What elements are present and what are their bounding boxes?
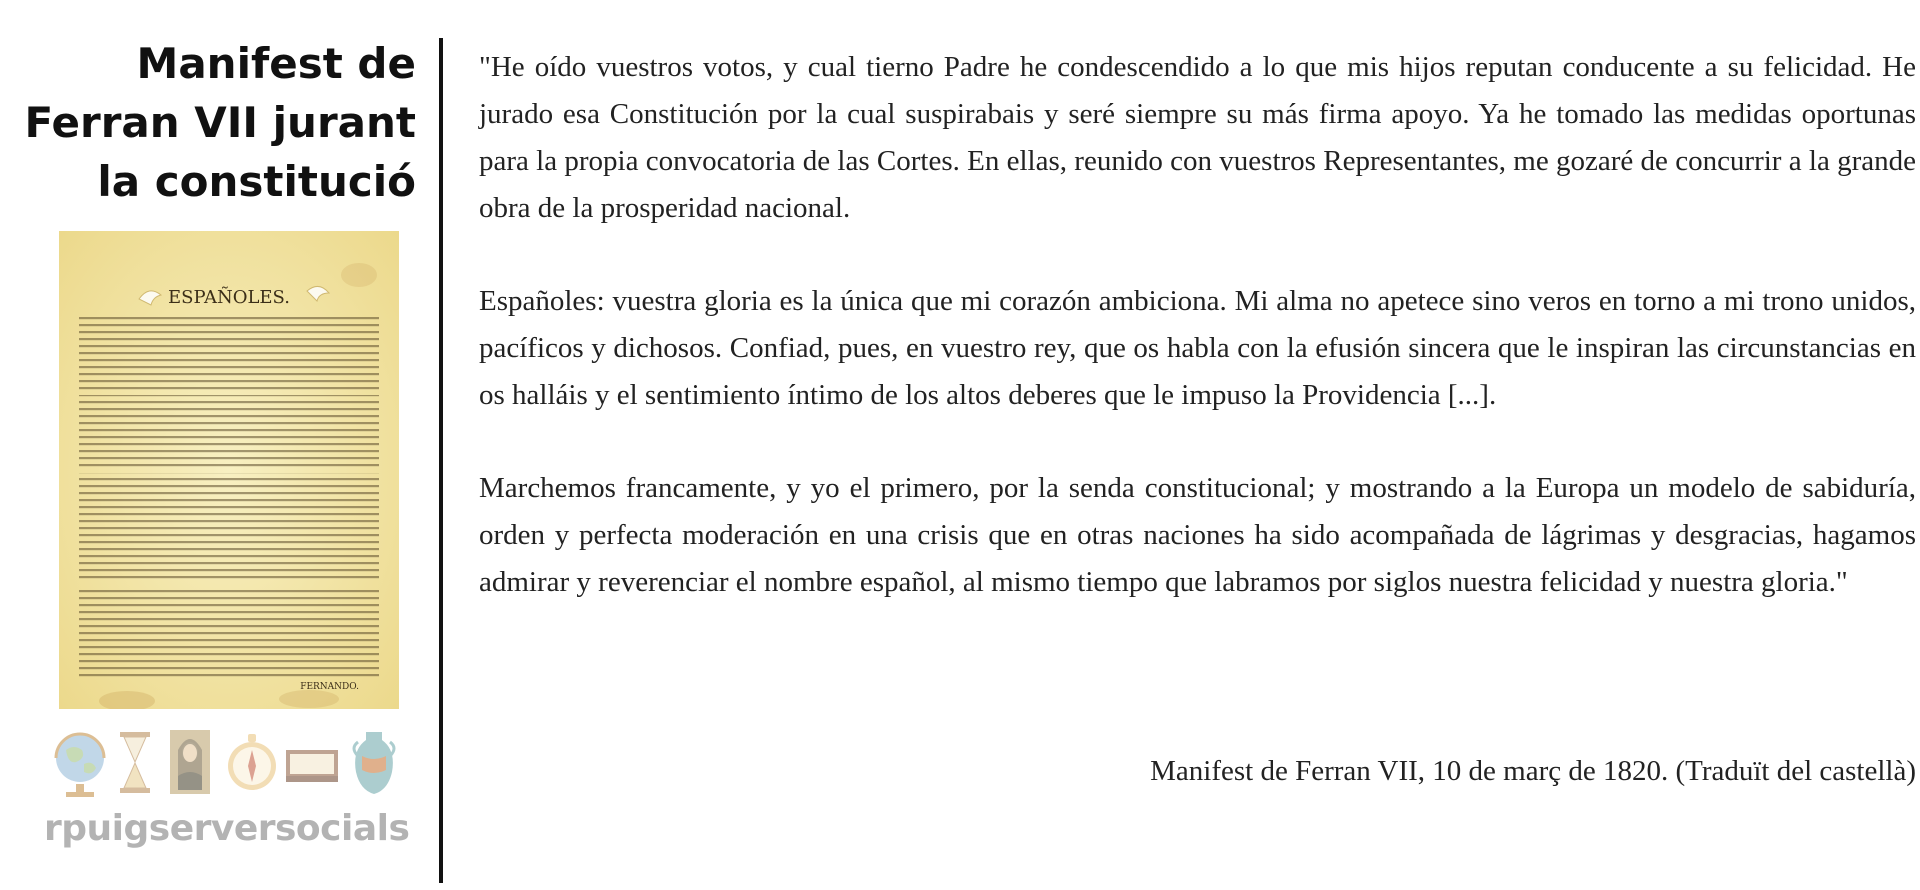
title-line-2: Ferran VII jurant (24, 98, 416, 147)
brand-name: rpuigserversocials (44, 808, 410, 849)
page-title (0, 34, 416, 211)
quote-text (479, 44, 1916, 652)
hourglass-icon (120, 732, 150, 793)
compass-icon (228, 734, 276, 790)
quote-paragraph-1: "He oído vuestros votos, y cual tierno Padre he condescendido a lo que mis hijos reputan conducente a su felicidad. He jurado esa Constitución por la cual suspirabais y seré siempre su más firma apoyo. Ya he tomado las medidas oportunas para la propia convocatoria de las Cortes. En ellas, reunido con vuestros Representantes, me gozaré de concurrir a la grande obra de la prosperidad nacional. (479, 51, 1916, 224)
icons-row (48, 728, 418, 800)
amphora-icon (354, 732, 394, 794)
document-signature: FERNANDO. (300, 682, 359, 692)
quote-source: Manifest de Ferran VII, 10 de març de 1820. (Traduït del castellà) (1150, 755, 1916, 787)
sidebar (0, 0, 436, 890)
title-line-1: Manifest de (136, 39, 416, 88)
book-icon (286, 750, 338, 782)
vertical-divider (439, 38, 443, 883)
mona-lisa-icon (170, 730, 210, 794)
quote-paragraph-2: Españoles: vuestra gloria es la única que mi corazón ambiciona. Mi alma no apetece sino veros en torno a mi trono unidos, pacíficos y dichosos. Confiad, pues, en vuestro rey, que os habla con la efusión sincera que le inspiran las circunstancias en os halláis y el sentimiento íntimo de los altos deberes que le impuso la Providencia [...]. (479, 285, 1916, 411)
globe-icon (56, 734, 104, 797)
quote-paragraph-3: Marchemos francamente, y yo el primero, por la senda constitucional; y mostrando a la Europa un modelo de sabiduría, orden y perfecta moderación en una crisis que en otras naciones ha sido acompañada de lágrimas y desgracias, hagamos admirar y reverenciar el nombre español, al mismo tiempo que labramos por siglos nuestra felicidad y nuestra gloria." (479, 472, 1916, 598)
document-heading: ESPAÑOLES. (168, 287, 290, 308)
title-line-3: la constitució (97, 157, 416, 206)
manifesto-document-image (59, 231, 399, 709)
